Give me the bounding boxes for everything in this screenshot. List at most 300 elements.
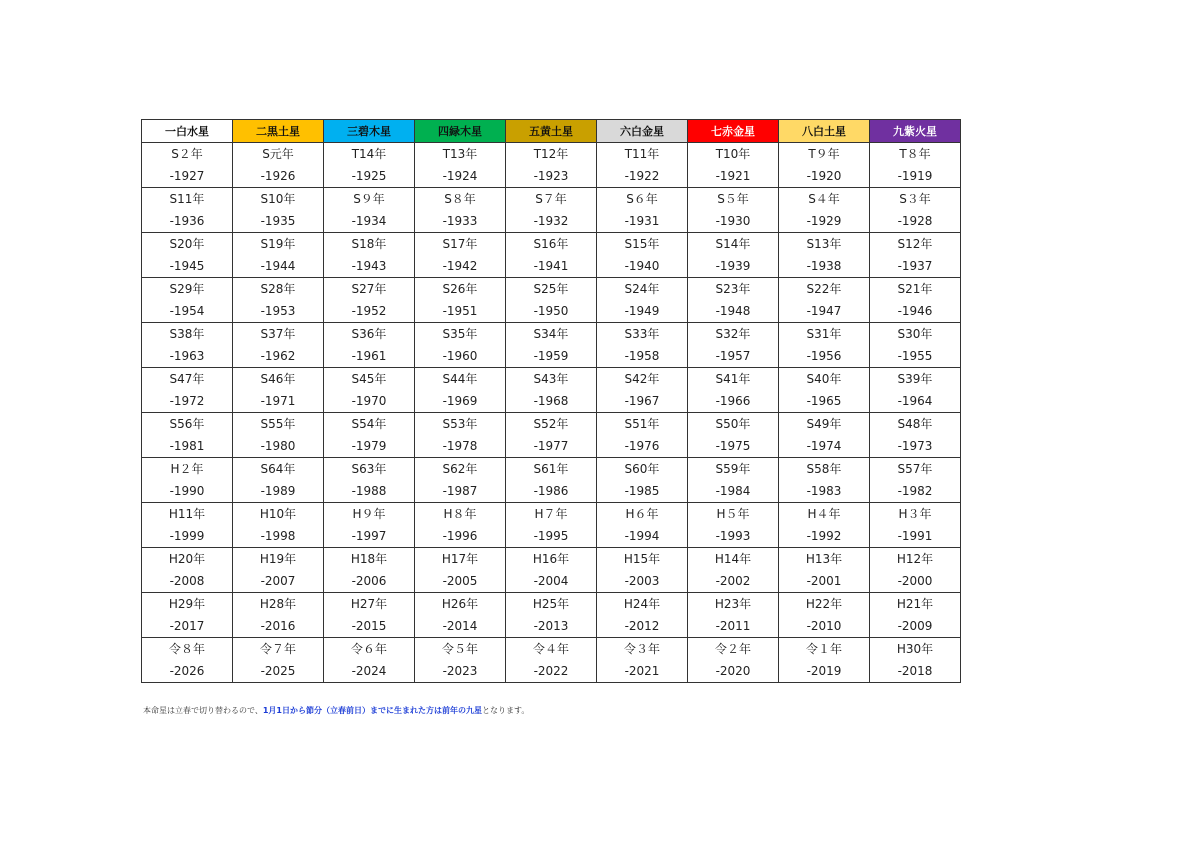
western-year: -1994 xyxy=(624,529,660,543)
era-year: H11年 xyxy=(168,507,206,521)
era-year: H７年 xyxy=(534,507,568,521)
era-year: S32年 xyxy=(715,327,751,341)
western-year: -1971 xyxy=(260,394,296,408)
western-year: -1920 xyxy=(806,169,842,183)
star-header-2: 二黒土星 xyxy=(233,120,324,143)
era-year: T12年 xyxy=(533,147,569,161)
western-year: -1997 xyxy=(351,529,387,543)
year-cell xyxy=(142,503,233,548)
western-year: -2016 xyxy=(260,619,296,633)
year-cell xyxy=(779,368,870,413)
year-cell xyxy=(597,593,688,638)
era-year: S58年 xyxy=(806,462,842,476)
year-cell xyxy=(142,413,233,458)
western-year: -1998 xyxy=(260,529,296,543)
year-cell xyxy=(324,323,415,368)
western-year: -1969 xyxy=(442,394,478,408)
western-year: -1963 xyxy=(169,349,205,363)
western-year: -1919 xyxy=(897,169,933,183)
table-row xyxy=(142,233,961,278)
year-cell xyxy=(597,548,688,593)
year-cell xyxy=(506,638,597,683)
western-year: -1989 xyxy=(260,484,296,498)
era-year: S13年 xyxy=(806,237,842,251)
year-cell xyxy=(324,638,415,683)
year-cell xyxy=(688,593,779,638)
era-year: H２年 xyxy=(170,462,204,476)
era-year: S29年 xyxy=(169,282,205,296)
western-year: -1979 xyxy=(351,439,387,453)
era-year: S15年 xyxy=(624,237,660,251)
era-year: S11年 xyxy=(169,192,205,206)
western-year: -2004 xyxy=(533,574,569,588)
western-year: -1966 xyxy=(715,394,751,408)
year-cell xyxy=(688,323,779,368)
year-cell xyxy=(779,413,870,458)
western-year: -1996 xyxy=(442,529,478,543)
year-cell xyxy=(506,548,597,593)
era-year: S30年 xyxy=(897,327,933,341)
year-cell xyxy=(142,593,233,638)
year-cell xyxy=(597,458,688,503)
year-cell xyxy=(233,323,324,368)
western-year: -1986 xyxy=(533,484,569,498)
western-year: -1970 xyxy=(351,394,387,408)
western-year: -1954 xyxy=(169,304,205,318)
era-year: S51年 xyxy=(624,417,660,431)
era-year: S46年 xyxy=(260,372,296,386)
year-cell xyxy=(142,278,233,323)
western-year: -1926 xyxy=(260,169,296,183)
western-year: -1988 xyxy=(351,484,387,498)
era-year: S９年 xyxy=(353,192,385,206)
era-year: S18年 xyxy=(351,237,387,251)
era-year: S59年 xyxy=(715,462,751,476)
western-year: -1991 xyxy=(897,529,933,543)
era-year: S35年 xyxy=(442,327,478,341)
year-cell xyxy=(415,593,506,638)
era-year: H22年 xyxy=(805,597,843,611)
year-cell xyxy=(415,143,506,188)
era-year: 令７年 xyxy=(259,642,296,656)
era-year: S54年 xyxy=(351,417,387,431)
year-cell xyxy=(324,548,415,593)
era-year: H25年 xyxy=(532,597,570,611)
era-year: H14年 xyxy=(714,552,752,566)
footnote-prefix: 本命星は立春で切り替わるので、 xyxy=(143,706,263,715)
era-year: S20年 xyxy=(169,237,205,251)
western-year: -2019 xyxy=(806,664,842,678)
table-row xyxy=(142,593,961,638)
year-cell xyxy=(688,188,779,233)
year-cell xyxy=(688,233,779,278)
western-year: -1921 xyxy=(715,169,751,183)
era-year: 令８年 xyxy=(168,642,205,656)
year-cell xyxy=(233,503,324,548)
year-cell xyxy=(779,638,870,683)
western-year: -1934 xyxy=(351,214,387,228)
year-cell xyxy=(142,143,233,188)
era-year: T10年 xyxy=(715,147,751,161)
western-year: -1949 xyxy=(624,304,660,318)
western-year: -1956 xyxy=(806,349,842,363)
era-year: H15年 xyxy=(623,552,661,566)
year-cell xyxy=(142,458,233,503)
era-year: S７年 xyxy=(535,192,567,206)
year-cell xyxy=(415,503,506,548)
western-year: -1944 xyxy=(260,259,296,273)
era-year: S26年 xyxy=(442,282,478,296)
year-cell xyxy=(870,638,961,683)
year-cell xyxy=(779,278,870,323)
year-cell xyxy=(597,143,688,188)
era-year: H29年 xyxy=(168,597,206,611)
era-year: H13年 xyxy=(805,552,843,566)
year-cell xyxy=(688,368,779,413)
year-cell xyxy=(324,188,415,233)
year-cell xyxy=(779,323,870,368)
year-cell xyxy=(506,143,597,188)
era-year: H21年 xyxy=(896,597,934,611)
western-year: -1935 xyxy=(260,214,296,228)
year-cell xyxy=(688,413,779,458)
year-cell xyxy=(324,413,415,458)
western-year: -1983 xyxy=(806,484,842,498)
year-cell xyxy=(506,458,597,503)
year-cell xyxy=(870,233,961,278)
era-year: S45年 xyxy=(351,372,387,386)
western-year: -1973 xyxy=(897,439,933,453)
year-cell xyxy=(688,143,779,188)
year-cell xyxy=(233,188,324,233)
year-cell xyxy=(779,188,870,233)
western-year: -1995 xyxy=(533,529,569,543)
table-row xyxy=(142,323,961,368)
footnote-emphasis: 1月1日から節分（立春前日）までに生まれた方は前年の九星 xyxy=(262,706,482,715)
star-header-8: 八白土星 xyxy=(779,120,870,143)
year-cell xyxy=(142,188,233,233)
year-cell xyxy=(870,458,961,503)
western-year: -1980 xyxy=(260,439,296,453)
era-year: H５年 xyxy=(716,507,750,521)
year-cell xyxy=(506,368,597,413)
year-cell xyxy=(142,638,233,683)
western-year: -1927 xyxy=(169,169,205,183)
western-year: -1952 xyxy=(351,304,387,318)
star-header-1: 一白水星 xyxy=(142,120,233,143)
year-cell xyxy=(506,503,597,548)
western-year: -1981 xyxy=(169,439,205,453)
western-year: -1984 xyxy=(715,484,751,498)
year-cell xyxy=(142,323,233,368)
table-row xyxy=(142,368,961,413)
western-year: -1932 xyxy=(533,214,569,228)
table-row xyxy=(142,638,961,683)
era-year: H８年 xyxy=(443,507,477,521)
western-year: -1975 xyxy=(715,439,751,453)
western-year: -2011 xyxy=(715,619,751,633)
era-year: S47年 xyxy=(169,372,205,386)
year-cell xyxy=(415,638,506,683)
year-cell xyxy=(779,143,870,188)
western-year: -1929 xyxy=(806,214,842,228)
era-year: S42年 xyxy=(624,372,660,386)
western-year: -1976 xyxy=(624,439,660,453)
western-year: -1967 xyxy=(624,394,660,408)
year-cell xyxy=(870,413,961,458)
year-cell xyxy=(688,638,779,683)
western-year: -2020 xyxy=(715,664,751,678)
year-cell xyxy=(415,323,506,368)
year-cell xyxy=(870,278,961,323)
western-year: -2015 xyxy=(351,619,387,633)
year-cell xyxy=(688,548,779,593)
western-year: -2008 xyxy=(169,574,205,588)
table-row xyxy=(142,143,961,188)
year-cell xyxy=(597,413,688,458)
western-year: -1978 xyxy=(442,439,478,453)
western-year: -2014 xyxy=(442,619,478,633)
era-year: S６年 xyxy=(626,192,658,206)
era-year: S41年 xyxy=(715,372,751,386)
western-year: -1968 xyxy=(533,394,569,408)
year-cell xyxy=(506,593,597,638)
western-year: -2006 xyxy=(351,574,387,588)
western-year: -1925 xyxy=(351,169,387,183)
year-cell xyxy=(870,368,961,413)
western-year: -1941 xyxy=(533,259,569,273)
era-year: S３年 xyxy=(899,192,931,206)
year-cell xyxy=(870,503,961,548)
year-cell xyxy=(597,278,688,323)
table-row xyxy=(142,413,961,458)
era-year: S４年 xyxy=(808,192,840,206)
year-cell xyxy=(324,503,415,548)
western-year: -1924 xyxy=(442,169,478,183)
western-year: -2000 xyxy=(897,574,933,588)
era-year: S元年 xyxy=(262,147,294,161)
era-year: S５年 xyxy=(717,192,749,206)
era-year: S28年 xyxy=(260,282,296,296)
era-year: H27年 xyxy=(350,597,388,611)
year-cell xyxy=(870,323,961,368)
western-year: -1974 xyxy=(806,439,842,453)
era-year: S16年 xyxy=(533,237,569,251)
year-cell xyxy=(688,278,779,323)
western-year: -2009 xyxy=(897,619,933,633)
western-year: -1937 xyxy=(897,259,933,273)
era-year: S14年 xyxy=(715,237,751,251)
star-header-9: 九紫火星 xyxy=(870,120,961,143)
western-year: -1943 xyxy=(351,259,387,273)
year-cell xyxy=(506,413,597,458)
era-year: H26年 xyxy=(441,597,479,611)
western-year: -1940 xyxy=(624,259,660,273)
western-year: -1962 xyxy=(260,349,296,363)
year-cell xyxy=(233,143,324,188)
era-year: S56年 xyxy=(169,417,205,431)
star-header-5: 五黄土星 xyxy=(506,120,597,143)
year-cell xyxy=(415,188,506,233)
era-year: S57年 xyxy=(897,462,933,476)
western-year: -1947 xyxy=(806,304,842,318)
year-cell xyxy=(142,368,233,413)
era-year: 令６年 xyxy=(350,642,387,656)
year-cell xyxy=(870,188,961,233)
era-year: 令１年 xyxy=(805,642,842,656)
era-year: T８年 xyxy=(899,147,931,161)
western-year: -1945 xyxy=(169,259,205,273)
year-cell xyxy=(597,233,688,278)
year-cell xyxy=(233,593,324,638)
era-year: H６年 xyxy=(625,507,659,521)
table-row xyxy=(142,188,961,233)
era-year: S19年 xyxy=(260,237,296,251)
year-cell xyxy=(779,593,870,638)
era-year: 令３年 xyxy=(623,642,660,656)
western-year: -1972 xyxy=(169,394,205,408)
footnote-suffix: となります。 xyxy=(481,706,530,715)
era-year: H18年 xyxy=(350,552,388,566)
era-year: S64年 xyxy=(260,462,296,476)
western-year: -1942 xyxy=(442,259,478,273)
era-year: S37年 xyxy=(260,327,296,341)
year-cell xyxy=(597,638,688,683)
era-year: T11年 xyxy=(624,147,660,161)
era-year: S63年 xyxy=(351,462,387,476)
era-year: S62年 xyxy=(442,462,478,476)
year-cell xyxy=(233,368,324,413)
western-year: -1936 xyxy=(169,214,205,228)
year-cell xyxy=(233,638,324,683)
nine-star-year-table xyxy=(141,119,961,683)
year-cell xyxy=(415,458,506,503)
table-row xyxy=(142,458,961,503)
year-cell xyxy=(870,548,961,593)
year-cell xyxy=(415,233,506,278)
table-row xyxy=(142,548,961,593)
era-year: S43年 xyxy=(533,372,569,386)
year-cell xyxy=(142,548,233,593)
year-cell xyxy=(779,548,870,593)
western-year: -1987 xyxy=(442,484,478,498)
era-year: S８年 xyxy=(444,192,476,206)
year-cell xyxy=(233,548,324,593)
era-year: T13年 xyxy=(442,147,478,161)
year-cell xyxy=(233,413,324,458)
era-year: S２年 xyxy=(171,147,203,161)
western-year: -1999 xyxy=(169,529,205,543)
western-year: -1957 xyxy=(715,349,751,363)
western-year: -1946 xyxy=(897,304,933,318)
year-cell xyxy=(415,368,506,413)
western-year: -1993 xyxy=(715,529,751,543)
year-cell xyxy=(688,503,779,548)
star-header-6: 六白金星 xyxy=(597,120,688,143)
year-cell xyxy=(415,413,506,458)
era-year: S49年 xyxy=(806,417,842,431)
year-cell xyxy=(142,233,233,278)
western-year: -2024 xyxy=(351,664,387,678)
year-cell xyxy=(597,188,688,233)
era-year: S50年 xyxy=(715,417,751,431)
western-year: -1964 xyxy=(897,394,933,408)
year-cell xyxy=(597,368,688,413)
western-year: -1931 xyxy=(624,214,660,228)
western-year: -1923 xyxy=(533,169,569,183)
western-year: -1948 xyxy=(715,304,751,318)
year-cell xyxy=(779,233,870,278)
era-year: H19年 xyxy=(259,552,297,566)
era-year: H12年 xyxy=(896,552,934,566)
era-year: S39年 xyxy=(897,372,933,386)
era-year: H16年 xyxy=(532,552,570,566)
western-year: -1922 xyxy=(624,169,660,183)
era-year: T14年 xyxy=(351,147,387,161)
western-year: -1933 xyxy=(442,214,478,228)
year-table-body xyxy=(142,143,961,683)
western-year: -2010 xyxy=(806,619,842,633)
era-year: H24年 xyxy=(623,597,661,611)
western-year: -1992 xyxy=(806,529,842,543)
era-year: S60年 xyxy=(624,462,660,476)
era-year: 令２年 xyxy=(714,642,751,656)
era-year: S61年 xyxy=(533,462,569,476)
era-year: S24年 xyxy=(624,282,660,296)
era-year: 令４年 xyxy=(532,642,569,656)
western-year: -1959 xyxy=(533,349,569,363)
era-year: S33年 xyxy=(624,327,660,341)
era-year: S36年 xyxy=(351,327,387,341)
footnote xyxy=(143,705,529,716)
year-cell xyxy=(506,233,597,278)
era-year: H30年 xyxy=(896,642,934,656)
western-year: -1950 xyxy=(533,304,569,318)
western-year: -1960 xyxy=(442,349,478,363)
star-header-3: 三碧木星 xyxy=(324,120,415,143)
era-year: 令５年 xyxy=(441,642,478,656)
era-year: H４年 xyxy=(807,507,841,521)
year-cell xyxy=(506,323,597,368)
year-cell xyxy=(324,278,415,323)
western-year: -1953 xyxy=(260,304,296,318)
year-cell xyxy=(779,503,870,548)
era-year: S23年 xyxy=(715,282,751,296)
era-year: S53年 xyxy=(442,417,478,431)
era-year: T９年 xyxy=(808,147,840,161)
year-cell xyxy=(870,593,961,638)
western-year: -2021 xyxy=(624,664,660,678)
western-year: -2025 xyxy=(260,664,296,678)
era-year: H３年 xyxy=(898,507,932,521)
year-cell xyxy=(597,323,688,368)
era-year: S17年 xyxy=(442,237,478,251)
era-year: S21年 xyxy=(897,282,933,296)
western-year: -2017 xyxy=(169,619,205,633)
western-year: -1955 xyxy=(897,349,933,363)
year-cell xyxy=(688,458,779,503)
era-year: S34年 xyxy=(533,327,569,341)
era-year: H20年 xyxy=(168,552,206,566)
western-year: -1977 xyxy=(533,439,569,453)
era-year: S25年 xyxy=(533,282,569,296)
western-year: -1939 xyxy=(715,259,751,273)
year-cell xyxy=(324,593,415,638)
era-year: S52年 xyxy=(533,417,569,431)
western-year: -2013 xyxy=(533,619,569,633)
era-year: H28年 xyxy=(259,597,297,611)
western-year: -2018 xyxy=(897,664,933,678)
